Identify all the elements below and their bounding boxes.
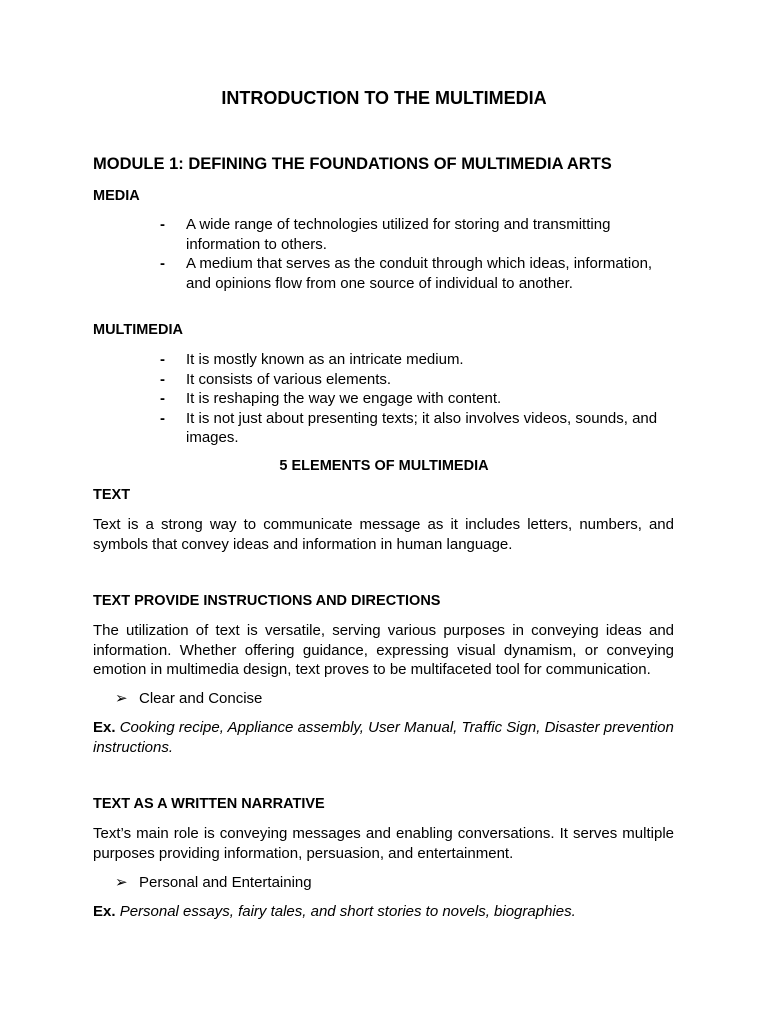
list-item xyxy=(160,215,680,254)
dash-marker: - xyxy=(160,370,165,388)
text-paragraph: Text is a strong way to communicate message as it includes letters, numbers, and symbols that convey ideas and information in human language. xyxy=(93,516,674,553)
arrow-list-item xyxy=(115,873,312,891)
dash-marker: - xyxy=(160,409,165,427)
list-item-text: It consists of various elements. xyxy=(186,370,392,388)
narrative-paragraph: Text’s main role is conveying messages and enabling conversations. It serves multiple purposes providing information, persuasion, and entertainment. xyxy=(93,825,674,862)
list-item xyxy=(160,409,680,448)
arrow-bullet-icon: ➢ xyxy=(115,690,128,707)
arrow-list-item xyxy=(115,689,262,707)
list-item-text: A wide range of technologies utilized for storing and transmitting information to others. xyxy=(186,216,611,253)
dash-marker: - xyxy=(160,216,165,233)
multimedia-bullet-list xyxy=(160,350,680,448)
list-item-text: It is mostly known as an intricate medium. xyxy=(186,351,464,368)
list-item xyxy=(160,350,680,370)
list-item-text: A medium that serves as the conduit through which ideas, information, and opinions flow from one source of individual to another. xyxy=(186,255,653,292)
example-text: Personal essays, fairy tales, and short stories to novels, biographies. xyxy=(119,903,576,920)
media-heading: MEDIA xyxy=(93,188,140,204)
instructions-heading: TEXT PROVIDE INSTRUCTIONS AND DIRECTIONS xyxy=(93,593,441,609)
dash-marker: - xyxy=(160,390,165,407)
narrative-example xyxy=(93,902,674,922)
list-item-text: It is not just about presenting texts; it also involves videos, sounds, and images. xyxy=(186,409,658,446)
list-item-text: It is reshaping the way we engage with content. xyxy=(186,390,502,407)
narrative-heading: TEXT AS A WRITTEN NARRATIVE xyxy=(93,796,325,812)
example-label: Ex. xyxy=(93,903,116,920)
example-label: Ex. xyxy=(93,719,116,736)
dash-marker: - xyxy=(160,255,165,272)
text-heading: TEXT xyxy=(93,487,131,503)
module-heading: MODULE 1: DEFINING THE FOUNDATIONS OF MULTIMEDIA ARTS xyxy=(93,155,612,173)
arrow-item-text: Personal and Entertaining xyxy=(139,874,312,891)
document-title: INTRODUCTION TO THE MULTIMEDIA xyxy=(221,88,547,108)
list-item xyxy=(160,254,680,293)
multimedia-heading: MULTIMEDIA xyxy=(93,322,183,338)
list-item xyxy=(160,389,680,409)
example-text: Cooking recipe, Appliance assembly, User Manual, Traffic Sign, Disaster prevention instructions. xyxy=(93,719,674,756)
dash-marker: - xyxy=(160,351,165,368)
instructions-example xyxy=(93,718,674,757)
media-bullet-list xyxy=(160,215,680,293)
instructions-paragraph: The utilization of text is versatile, serving various purposes in conveying ideas and information. Whether offering guidance, expressing visual dynamism, or conveying emotion in multimedia design, text proves to be multifaceted tool for communication. xyxy=(93,622,674,678)
list-item xyxy=(160,370,680,390)
arrow-bullet-icon: ➢ xyxy=(115,874,128,891)
elements-heading: 5 ELEMENTS OF MULTIMEDIA xyxy=(279,458,489,474)
arrow-item-text: Clear and Concise xyxy=(139,690,263,707)
